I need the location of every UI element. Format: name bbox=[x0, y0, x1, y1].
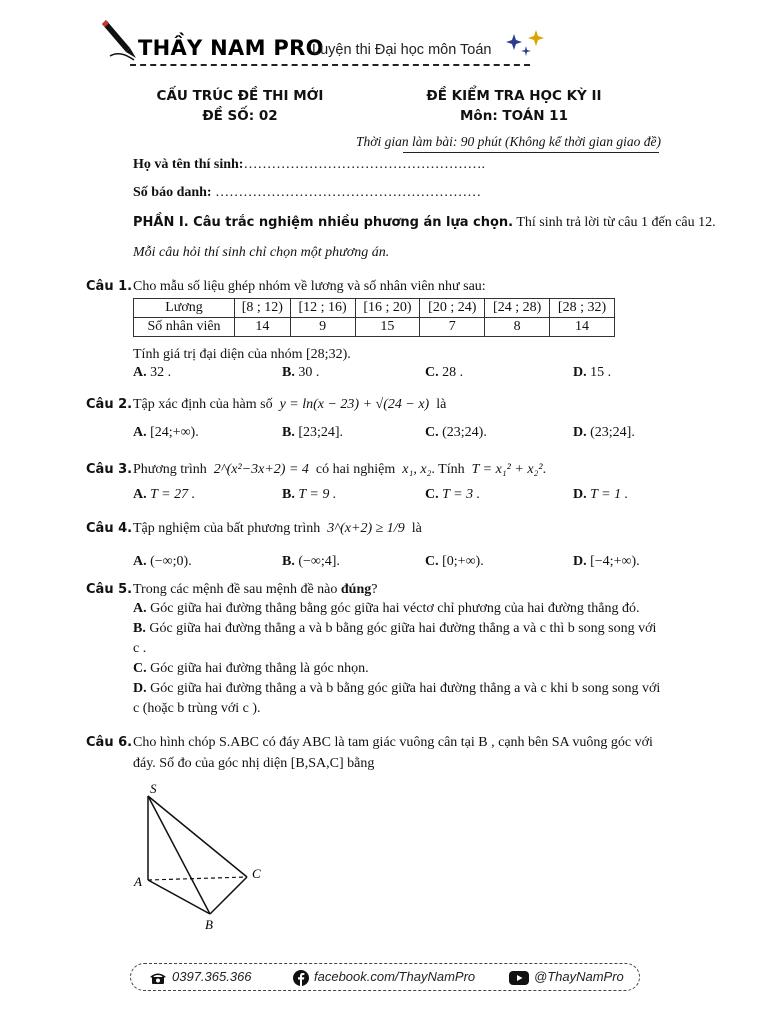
q5-emphasis: đúng bbox=[340, 582, 372, 597]
student-id-line bbox=[133, 184, 481, 202]
q5-option-d bbox=[133, 680, 660, 698]
brand-tagline: Luyện thi Đại học môn Toán bbox=[312, 42, 492, 58]
q1-question: Tính giá trị đại diện của nhóm [28;32). bbox=[133, 347, 351, 362]
q4-option-d bbox=[573, 553, 640, 571]
option-letter: C. bbox=[425, 365, 439, 380]
q5-label: Câu 5. bbox=[86, 582, 133, 597]
youtube-handle[interactable]: @ThayNamPro bbox=[534, 969, 624, 984]
q1-option-c bbox=[425, 364, 463, 382]
option-letter: D. bbox=[573, 554, 587, 569]
q5-option-c bbox=[133, 660, 369, 678]
q1-text: Cho mẫu số liệu ghép nhóm về lương và số nhân viên như sau: bbox=[133, 279, 486, 294]
part1-title: PHẦN I. Câu trắc nghiệm nhiều phương án lựa chọn. bbox=[133, 215, 514, 230]
option-text: (−∞;4]. bbox=[298, 554, 340, 569]
option-letter: C. bbox=[425, 554, 439, 569]
point-label-b: B bbox=[205, 917, 213, 932]
pyramid-diagram bbox=[128, 776, 278, 936]
part1-note: Mỗi câu hỏi thí sinh chỉ chọn một phương án. bbox=[133, 245, 390, 260]
q1-option-a bbox=[133, 364, 171, 382]
q2-option-b bbox=[282, 424, 343, 442]
option-text: [23;24]. bbox=[298, 425, 344, 440]
exam-title: ĐỀ KIỂM TRA HỌC KỲ II bbox=[426, 88, 602, 104]
time-underline bbox=[403, 152, 659, 153]
option-letter: A. bbox=[133, 554, 147, 569]
option-text: 15 . bbox=[590, 365, 612, 380]
phone-number: 0397.365.366 bbox=[172, 969, 252, 984]
point-label-c: C bbox=[252, 866, 261, 881]
student-name-dots: ……………………………………………. bbox=[243, 157, 485, 172]
option-letter: A. bbox=[133, 601, 147, 616]
q3-option-c bbox=[425, 486, 480, 504]
q3-mid: có hai nghiệm bbox=[315, 462, 396, 477]
q3-text: Phương trình bbox=[133, 462, 207, 477]
option-letter: A. bbox=[133, 425, 147, 440]
option-text: [−4;+∞). bbox=[590, 554, 640, 569]
subject: Môn: TOÁN 11 bbox=[460, 108, 568, 124]
header-divider bbox=[130, 64, 530, 66]
table-cell: 9 bbox=[290, 318, 355, 337]
option-letter: C. bbox=[425, 487, 439, 502]
q4-stem bbox=[133, 520, 422, 538]
q3-vars: x₁, x₂ bbox=[402, 462, 432, 477]
table-cell: [28 ; 32) bbox=[550, 299, 615, 318]
q4-label: Câu 4. bbox=[86, 521, 133, 536]
footer-facebook[interactable] bbox=[293, 969, 475, 986]
option-text: 30 . bbox=[298, 365, 320, 380]
table-cell: 7 bbox=[420, 318, 485, 337]
option-letter: B. bbox=[282, 425, 295, 440]
q4-formula: 3^(x+2) ≥ 1/9 bbox=[327, 521, 405, 536]
q3-formula2: T = x₁² + x₂² bbox=[471, 462, 543, 477]
facebook-icon bbox=[293, 970, 309, 986]
q4-option-b bbox=[282, 553, 340, 571]
option-text: [0;+∞). bbox=[442, 554, 484, 569]
sparkle-icon bbox=[504, 28, 550, 60]
option-letter: A. bbox=[133, 365, 147, 380]
q5-option-b bbox=[133, 620, 656, 638]
option-text: T = 9 . bbox=[298, 487, 337, 502]
q5-option-d-cont: c (hoặc b trùng với c ). bbox=[133, 701, 261, 716]
student-name-line bbox=[133, 156, 485, 174]
exam-number: ĐỀ SỐ: 02 bbox=[202, 108, 278, 124]
q5-text: Trong các mệnh đề sau mệnh đề nào bbox=[133, 582, 338, 597]
q3-option-a bbox=[133, 486, 195, 504]
table-row bbox=[134, 318, 615, 337]
q2-stem bbox=[133, 396, 446, 414]
q1-option-d bbox=[573, 364, 611, 382]
footer-bar bbox=[130, 963, 640, 991]
q2-tail: là bbox=[436, 397, 447, 412]
point-label-s: S bbox=[150, 781, 157, 796]
q3-option-d bbox=[573, 486, 628, 504]
option-letter: C. bbox=[425, 425, 439, 440]
q2-label: Câu 2. bbox=[86, 397, 133, 412]
table-cell: [20 ; 24) bbox=[420, 299, 485, 318]
facebook-link[interactable]: facebook.com/ThayNamPro bbox=[314, 969, 476, 984]
phone-icon bbox=[149, 971, 167, 985]
q5-option-a bbox=[133, 600, 640, 618]
q3-option-b bbox=[282, 486, 336, 504]
table-cell: 14 bbox=[235, 318, 291, 337]
edge-ac-hidden bbox=[148, 877, 247, 880]
student-name-label: Họ và tên thí sinh: bbox=[133, 157, 244, 172]
q5-qmark: ? bbox=[371, 582, 378, 597]
table-cell: [16 ; 20) bbox=[355, 299, 420, 318]
footer-phone bbox=[149, 969, 252, 985]
option-letter: D. bbox=[133, 681, 147, 696]
option-text: Góc giữa hai đường thẳng a và b bằng góc giữa hai đường thẳng a và c thì b song song với bbox=[149, 621, 657, 636]
table-cell: [24 ; 28) bbox=[485, 299, 550, 318]
option-text: Góc giữa hai đường thẳng là góc nhọn. bbox=[150, 661, 369, 676]
q2-option-d bbox=[573, 424, 635, 442]
q2-formula: y = ln(x − 23) + √(24 − x) bbox=[279, 397, 430, 412]
table-cell: Lương bbox=[134, 299, 235, 318]
option-text: 32 . bbox=[150, 365, 172, 380]
q4-option-a bbox=[133, 553, 192, 571]
table-cell: 15 bbox=[355, 318, 420, 337]
q6-line1: Cho hình chóp S.ABC có đáy ABC là tam giác vuông cân tại B , cạnh bên SA vuông góc với bbox=[133, 735, 653, 750]
q4-text: Tập nghiệm của bất phương trình bbox=[133, 521, 321, 536]
option-text: (−∞;0). bbox=[150, 554, 192, 569]
q2-option-a bbox=[133, 424, 199, 442]
option-text: T = 27 . bbox=[150, 487, 196, 502]
option-letter: D. bbox=[573, 487, 587, 502]
edge-sc bbox=[148, 796, 247, 877]
option-letter: D. bbox=[573, 425, 587, 440]
option-letter: B. bbox=[133, 621, 146, 636]
option-letter: B. bbox=[282, 365, 295, 380]
option-letter: C. bbox=[133, 661, 147, 676]
q3-formula: 2^(x²−3x+2) = 4 bbox=[213, 462, 309, 477]
option-text: Góc giữa hai đường thẳng bằng góc giữa hai véctơ chỉ phương của hai đường thẳng đó. bbox=[150, 601, 640, 616]
table-cell: [8 ; 12) bbox=[235, 299, 291, 318]
option-text: (23;24]. bbox=[590, 425, 635, 440]
table-cell: 14 bbox=[550, 318, 615, 337]
part1-desc: Thí sinh trả lời từ câu 1 đến câu 12. bbox=[513, 215, 716, 230]
q3-mid2: . Tính bbox=[431, 462, 465, 477]
q2-text: Tập xác định của hàm số bbox=[133, 397, 273, 412]
option-text: T = 3 . bbox=[442, 487, 481, 502]
option-letter: B. bbox=[282, 487, 295, 502]
part1-heading bbox=[133, 214, 716, 232]
q4-option-c bbox=[425, 553, 484, 571]
table-row bbox=[134, 299, 615, 318]
edge-bc bbox=[210, 877, 247, 914]
q2-option-c bbox=[425, 424, 487, 442]
option-text: T = 1 . bbox=[590, 487, 629, 502]
option-letter: A. bbox=[133, 487, 147, 502]
q1-table bbox=[133, 298, 615, 337]
q1-label: Câu 1. bbox=[86, 279, 133, 294]
option-text: Góc giữa hai đường thẳng a và b bằng góc giữa hai đường thẳng a và c khi b song song với bbox=[150, 681, 661, 696]
q6-line2: đáy. Số đo của góc nhị diện [B,SA,C] bằng bbox=[133, 756, 375, 771]
q5-option-b-cont: c . bbox=[133, 641, 147, 656]
student-id-label: Số báo danh: bbox=[133, 185, 212, 200]
option-text: (23;24). bbox=[442, 425, 487, 440]
footer-youtube[interactable] bbox=[509, 969, 624, 985]
q3-label: Câu 3. bbox=[86, 462, 133, 477]
point-label-a: A bbox=[134, 874, 142, 889]
brand-name: THẦY NAM PRO bbox=[138, 36, 324, 60]
q4-tail: là bbox=[411, 521, 422, 536]
table-cell: 8 bbox=[485, 318, 550, 337]
pencil-logo-icon bbox=[100, 16, 142, 62]
table-cell: [12 ; 16) bbox=[290, 299, 355, 318]
option-text: 28 . bbox=[442, 365, 464, 380]
exam-structure-title: CẤU TRÚC ĐỀ THI MỚI bbox=[156, 88, 324, 104]
youtube-icon bbox=[509, 971, 529, 985]
table-cell: Số nhân viên bbox=[134, 318, 235, 337]
q1-option-b bbox=[282, 364, 319, 382]
time-note: Thời gian làm bài: 90 phút (Không kể thời gian giao đề) bbox=[356, 134, 662, 149]
q6-label: Câu 6. bbox=[86, 735, 133, 750]
q5-stem bbox=[133, 581, 377, 599]
option-letter: B. bbox=[282, 554, 295, 569]
option-text: [24;+∞). bbox=[150, 425, 199, 440]
student-id-dots: ………………………………………………… bbox=[215, 185, 482, 200]
q3-stem: Phương trình 2^(x²−3x+2) = 4 có hai nghiệm x₁, x₂. Tính T = x₁² + x₂². bbox=[133, 462, 547, 477]
option-letter: D. bbox=[573, 365, 587, 380]
